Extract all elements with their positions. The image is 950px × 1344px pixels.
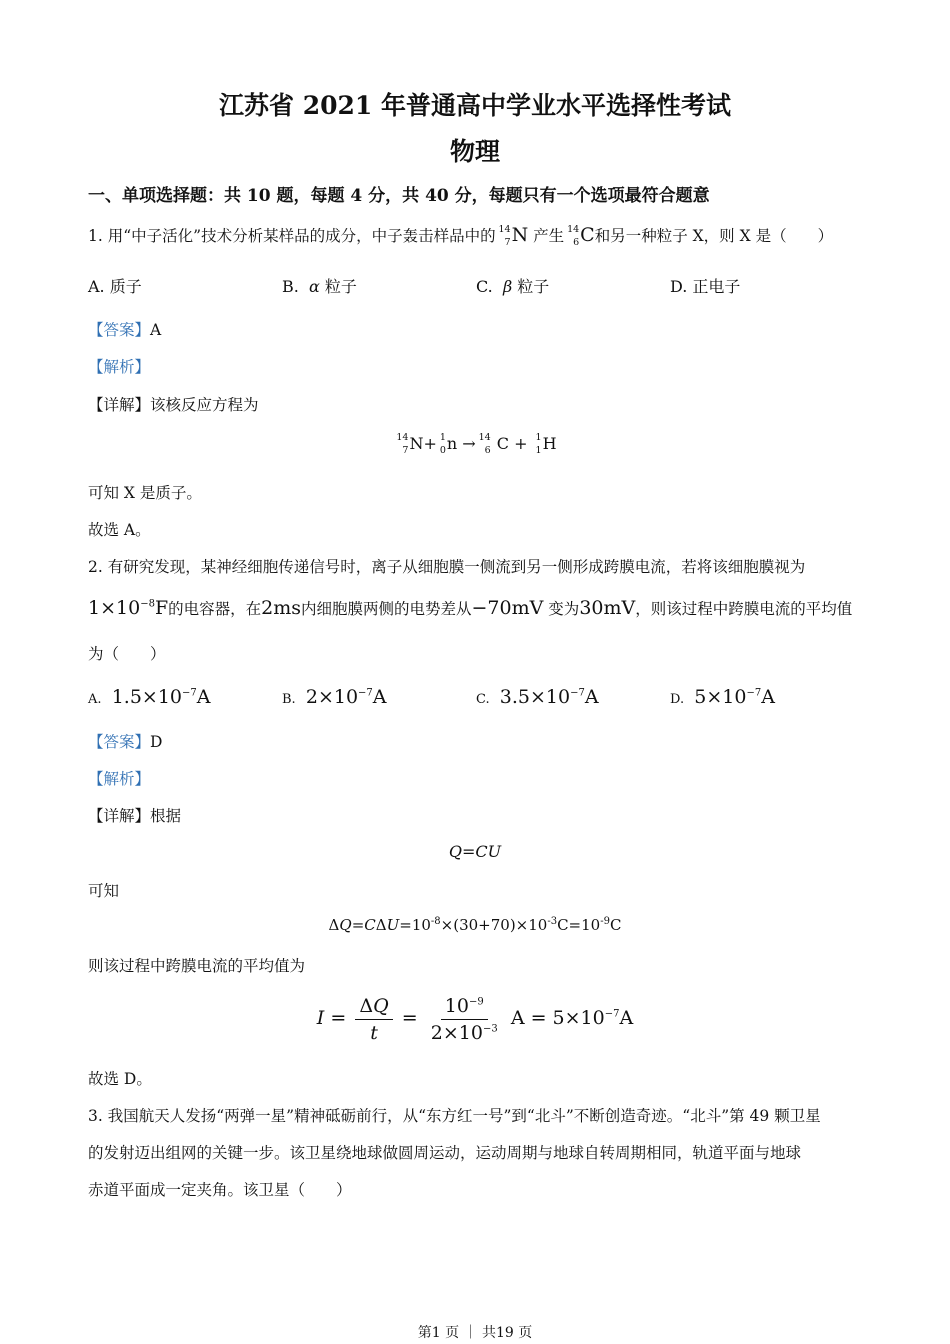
- q2-option-c: C. $3.5\times 10^{-7}A$: [476, 686, 599, 708]
- q2-then: 则该过程中跨膜电流的平均值为: [88, 957, 306, 975]
- q1-answer: 【答案】A: [88, 321, 162, 339]
- q2-formula-delta-q: $\Delta Q=C\Delta U=10^{-8}\times(30+70)\times 10^{-3}C=10^{-9}C$: [328, 916, 622, 934]
- n14-nuclide: 14 7: [498, 224, 511, 248]
- q3-stem-line2: 的发射迈出组网的关键一步。该卫星绕地球做圆周运动，运动周期与地球自转周期相同，轨道平面与地球: [88, 1144, 802, 1162]
- q2-option-a: A. $1.5\times 10^{-7}A$: [88, 686, 211, 708]
- q1-stem: 1. 用“中子活化”技术分析某样品的成分，中子轰击样品中的 14 7 N 产生 14 6 C和另一种粒子 X，则 X 是（ ）: [88, 224, 834, 248]
- q2-detail: 【详解】根据: [88, 807, 182, 825]
- q2-knows: 可知: [88, 882, 120, 900]
- q1-option-c: C. β 粒子: [476, 277, 550, 296]
- q1-detail: 【详解】该核反应方程为: [88, 396, 259, 414]
- q1-option-b: B. α 粒子: [282, 277, 357, 296]
- page-footer: 第1 页 ｜ 共19 页: [417, 1325, 533, 1341]
- q1-option-a: A. 质子: [88, 277, 142, 296]
- q1-reaction-equation: 14 7 N+ 1 0 n → 14 6 C + 1 1 H: [396, 431, 557, 456]
- q2-analysis-tag: 【解析】: [88, 770, 151, 788]
- q3-stem-line3: 赤道平面成一定夹角。该卫星（ ）: [88, 1181, 352, 1199]
- section-heading: 一、单项选择题：共 10 题，每题 4 分，共 40 分，每题只有一个选项最符合题意: [88, 186, 710, 206]
- q2-formula-current: I = $\frac{\Delta Q}{t}$ = $\frac{10^{-9}}{2\times 10^{-3}}$ $A = 5\times 10^{-7}A$: [316, 995, 634, 1044]
- c14-nuclide: 14 6: [567, 224, 580, 248]
- subject-title: 物理: [449, 137, 500, 166]
- q2-choose: 故选 D。: [88, 1070, 152, 1088]
- q1-conclusion: 可知 X 是质子。: [88, 484, 202, 502]
- q2-stem-line3: 为（ ）: [88, 645, 166, 663]
- exam-title: 江苏省 2021 年普通高中学业水平选择性考试: [219, 91, 731, 120]
- q1-analysis-tag: 【解析】: [88, 358, 151, 376]
- q1-choose: 故选 A。: [88, 521, 151, 539]
- q2-answer: 【答案】D: [88, 733, 163, 751]
- q2-stem-line2: $1\times 10^{-8}F$的电容器，在2ms内细胞膜两侧的电势差从−70mV 变为30mV，则该过程中跨膜电流的平均值: [88, 597, 853, 619]
- q2-stem-line1: 2. 有研究发现，某神经细胞传递信号时，离子从细胞膜一侧流到另一侧形成跨膜电流，若将该细胞膜视为: [88, 558, 806, 576]
- q2-option-d: D. $5\times 10^{-7}A$: [670, 686, 775, 708]
- q2-option-b: B. $2\times 10^{-7}A$: [282, 686, 387, 708]
- q1-option-d: D. 正电子: [670, 277, 741, 296]
- q3-stem-line1: 3. 我国航天人发扬“两弹一星”精神砥砺前行，从“东方红一号”到“北斗”不断创造奇迹。“北斗”第 49 颗卫星: [88, 1107, 821, 1125]
- q2-formula-qcu: Q=CU: [448, 842, 502, 861]
